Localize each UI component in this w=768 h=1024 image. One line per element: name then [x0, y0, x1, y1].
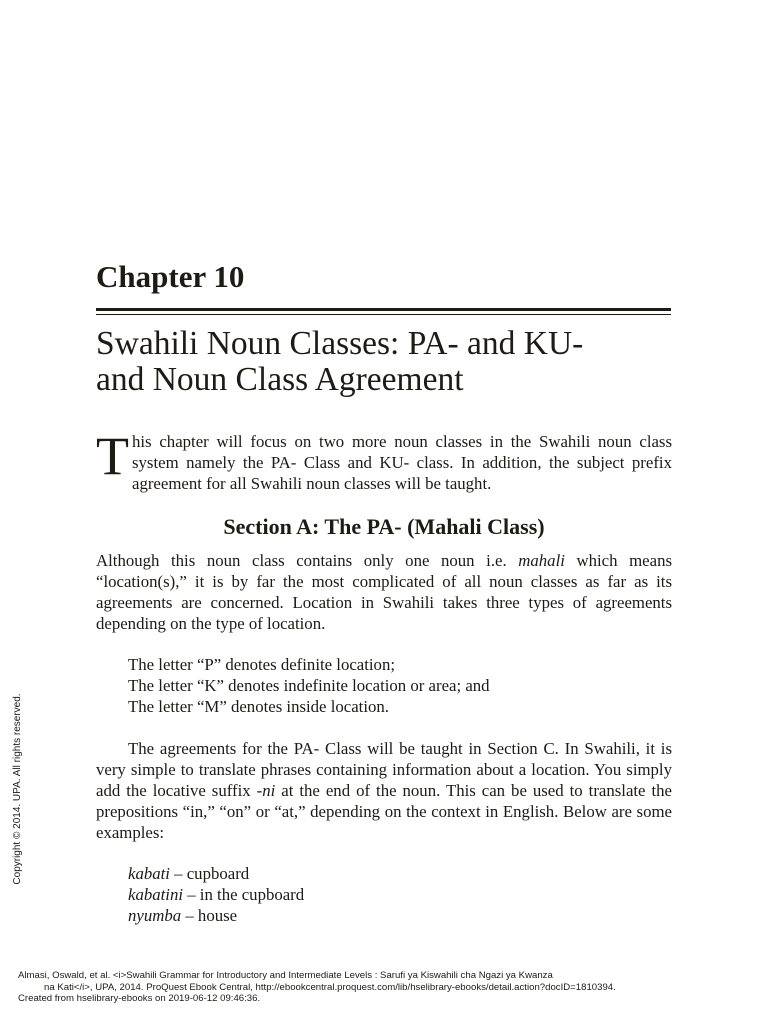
example-item — [128, 905, 304, 926]
location-letters-list — [128, 654, 490, 717]
para2-text-before: The agreements for the PA- Class will be taught in Section C. In Swahili, it is very simple to translate phrases containing information about a location. You simply add the locative suffix — [96, 739, 672, 800]
chapter-title-line2: and Noun Class Agreement — [96, 361, 464, 398]
intro-text: his chapter will focus on two more noun classes in the Swahili noun class system namely the PA- Class and KU- class. In addition, the subject prefix agreement for all Swahili noun classes will be taught. — [132, 432, 672, 493]
example-item — [128, 884, 304, 905]
section-a-paragraph-2 — [96, 738, 672, 843]
example-gloss: – cupboard — [169, 864, 250, 883]
example-word: kabatini — [128, 885, 183, 904]
footer-line-3: Created from hselibrary-ebooks on 2019-06-12 09:46:36. — [18, 993, 261, 1004]
section-a-heading: Section A: The PA- (Mahali Class) — [223, 514, 545, 539]
chapter-title — [96, 326, 676, 398]
title-rule-thick — [96, 308, 671, 311]
section-a-paragraph-1 — [96, 550, 672, 634]
intro-paragraph — [96, 426, 672, 494]
para1-text-before: Although this noun class contains only one noun i.e. — [96, 551, 519, 570]
term-mahali: mahali — [518, 551, 565, 570]
copyright-notice: Copyright © 2014. UPA. All rights reserved. — [12, 693, 23, 885]
citation-footer — [18, 970, 758, 1005]
footer-line-2: na Kati</i>, UPA, 2014. ProQuest Ebook Central, http://ebookcentral.proquest.com/lib/hselibrary-ebooks/detail.action?docID=1810394. — [44, 981, 616, 993]
para1-text-after: which means “location(s),” it is by far the most complicated of all noun classes as far as its agreements are concerned. Location in Swahili takes three types of agreements depending on the type of location. — [96, 551, 672, 633]
example-word: nyumba — [128, 906, 182, 925]
chapter-label: Chapter 10 — [96, 259, 245, 294]
letter-k-item: The letter “K” denotes indefinite location or area; and — [128, 676, 490, 695]
example-gloss: – in the cupboard — [183, 885, 305, 904]
example-word: kabati — [128, 864, 170, 883]
letter-p-item: The letter “P” denotes definite location; — [128, 655, 396, 674]
para2-text-after: at the end of the noun. This can be used to translate the prepositions “in,” “on” or “at,” depending on the context in English. Below are some examples: — [96, 781, 672, 842]
term-ni-suffix: -ni — [256, 781, 276, 800]
letter-m-item: The letter “M” denotes inside location. — [128, 697, 389, 716]
drop-cap: T — [96, 426, 129, 486]
example-gloss: – house — [181, 906, 238, 925]
title-rule-thin — [96, 314, 671, 315]
examples-list — [128, 863, 304, 926]
example-item — [128, 863, 304, 884]
chapter-title-line1: Swahili Noun Classes: PA- and KU- — [96, 325, 584, 362]
footer-line-1: Almasi, Oswald, et al. <i>Swahili Grammar for Introductory and Intermediate Levels : Sarufi ya Kiswahili cha Ngazi ya Kwanza — [18, 970, 553, 981]
